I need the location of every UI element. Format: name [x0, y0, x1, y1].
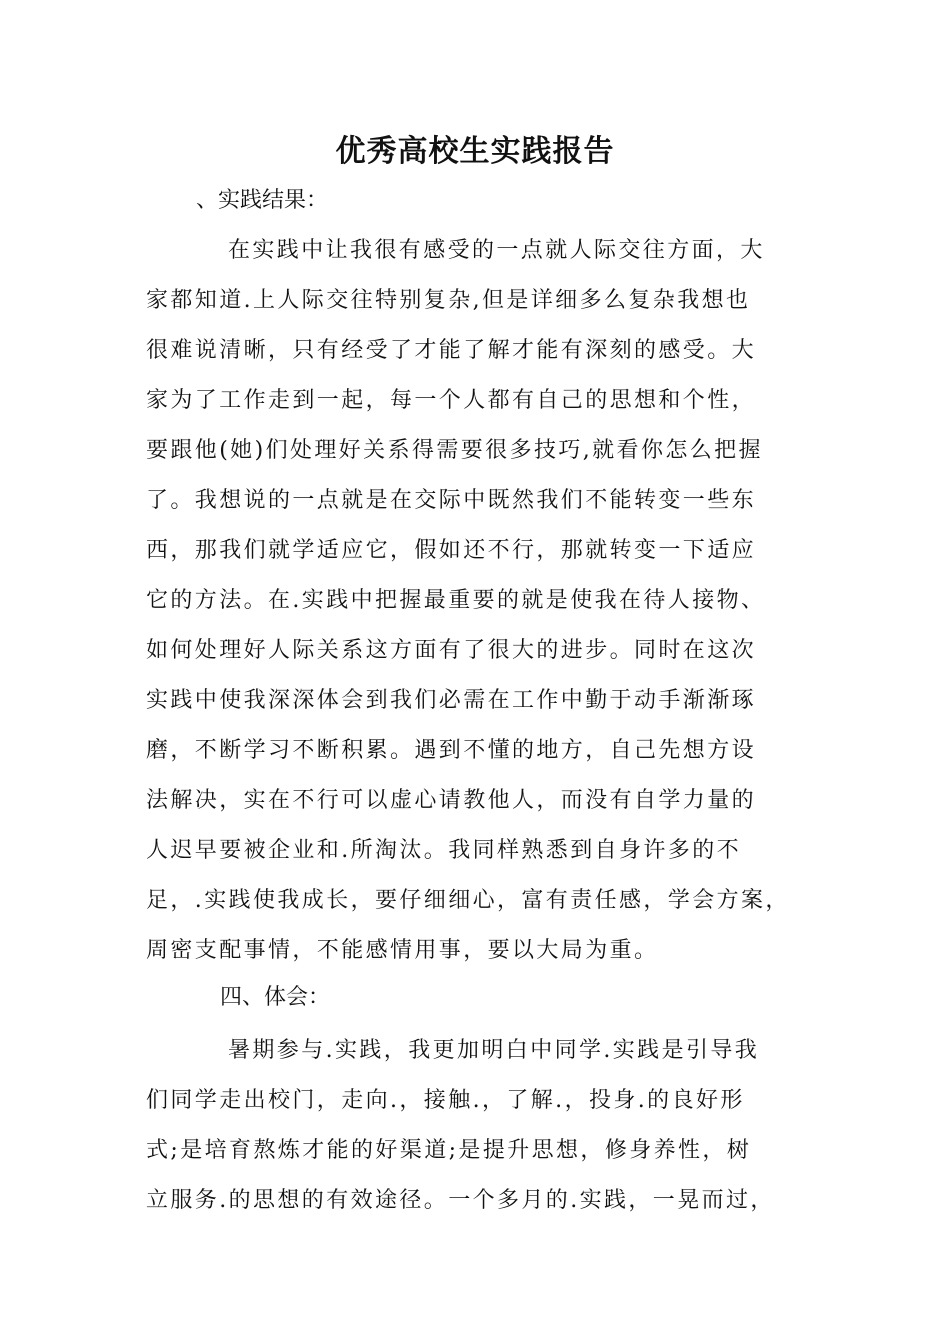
paragraph-line: 实践中使我深深体会到我们必需在工作中勤于动手渐渐琢: [146, 688, 757, 713]
paragraph-line: 周密支配事情，不能感情用事，要以大局为重。: [146, 938, 659, 963]
paragraph-line: 立服务.的思想的有效途径。一个多月的.实践，一晃而过，: [146, 1188, 775, 1213]
paragraph-line: 它的方法。在.实践中把握最重要的就是使我在待人接物、: [146, 588, 766, 613]
paragraph-line: 了。我想说的一点就是在交际中既然我们不能转变一些东: [146, 488, 757, 513]
paragraph-line: 人迟早要被企业和.所淘汰。我同样熟悉到自身许多的不: [146, 838, 741, 863]
paragraph-line: 们同学走出校门，走向.，接触.，了解.，投身.的良好形: [146, 1088, 745, 1113]
paragraph-line: 法解决，实在不行可以虚心请教他人，而没有自学力量的: [146, 788, 757, 813]
paragraph-line: 磨，不断学习不断积累。遇到不懂的地方，自己先想方设: [146, 738, 757, 763]
paragraph-line: 式;是培育熬炼才能的好渠道;是提升思想，修身养性，树: [146, 1138, 752, 1163]
paragraph-line: 在实践中让我很有感受的一点就人际交往方面，大: [228, 238, 765, 263]
paragraph-line: 西，那我们就学适应它，假如还不行，那就转变一下适应: [146, 538, 757, 563]
paragraph-line: 很难说清晰，只有经受了才能了解才能有深刻的感受。大: [146, 338, 757, 363]
paragraph-line: 要跟他(她)们处理好关系得需要很多技巧,就看你怎么把握: [146, 438, 763, 463]
section-heading-experience: 四、体会：: [220, 985, 331, 1010]
paragraph-line: 暑期参与.实践，我更加明白中同学.实践是引导我: [228, 1038, 760, 1063]
paragraph-line: 足，.实践使我成长，要仔细细心，富有责任感，学会方案，: [146, 888, 790, 913]
section-heading-results: 、实践结果：: [196, 188, 329, 213]
paragraph-line: 如何处理好人际关系这方面有了很大的进步。同时在这次: [146, 638, 757, 663]
paragraph-line: 家为了工作走到一起，每一个人都有自己的思想和个性，: [146, 388, 757, 413]
document-title: 优秀高校生实践报告: [335, 134, 615, 169]
paragraph-line: 家都知道.上人际交往特别复杂,但是详细多么复杂我想也: [146, 288, 751, 313]
